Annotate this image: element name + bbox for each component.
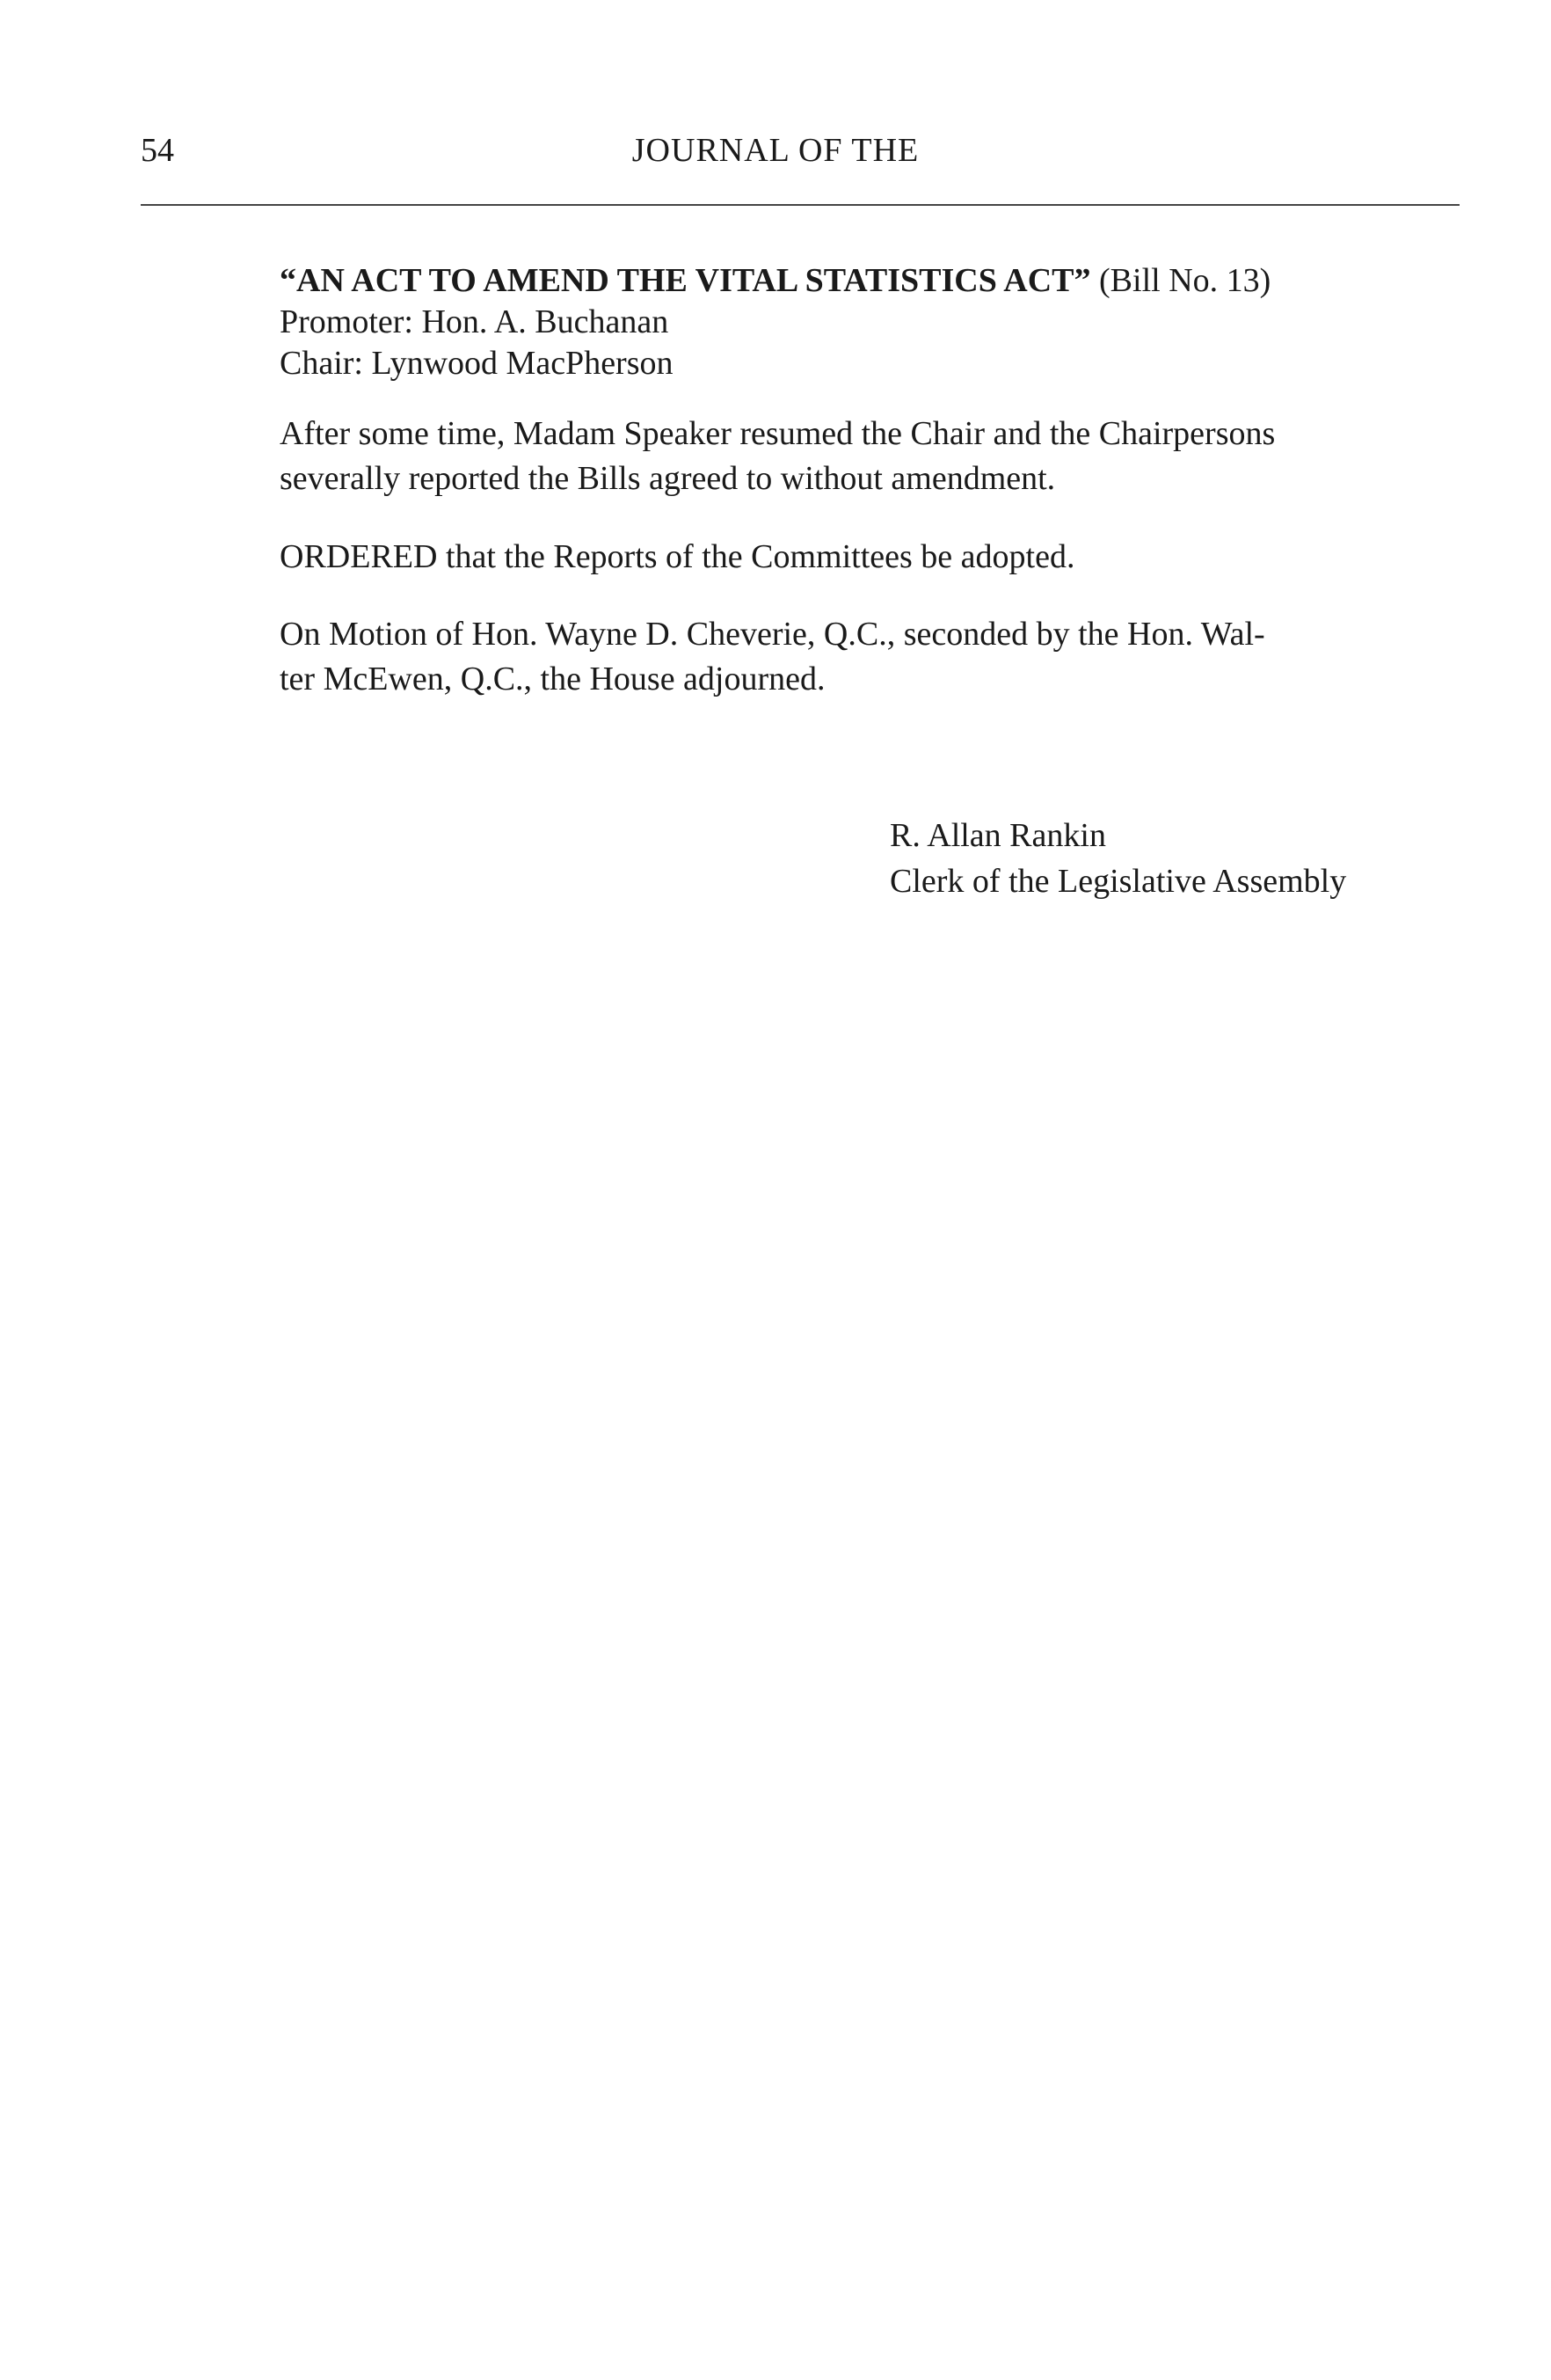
report-line-1: After some time, Madam Speaker resumed the Chair and the Chairpersons xyxy=(280,415,1276,452)
motion-line-1: On Motion of Hon. Wayne D. Cheverie, Q.C., seconded by the Hon. Wal- xyxy=(280,616,1265,653)
bill-heading xyxy=(280,260,1458,302)
report-paragraph xyxy=(280,412,1467,501)
report-line-2: severally reported the Bills agreed to without amendment. xyxy=(280,460,1056,497)
signature-block xyxy=(890,813,1346,904)
signature-name: R. Allan Rankin xyxy=(890,817,1106,854)
bill-chair: Chair: Lynwood MacPherson xyxy=(280,345,674,382)
motion-line-2: ter McEwen, Q.C., the House adjourned. xyxy=(280,661,826,697)
signature-title: Clerk of the Legislative Assembly xyxy=(890,863,1347,900)
running-head: JOURNAL OF THE xyxy=(631,132,920,169)
bill-entry xyxy=(280,260,1458,384)
ordered-paragraph xyxy=(280,535,1467,580)
bill-promoter: Promoter: Hon. A. Buchanan xyxy=(280,303,669,340)
ordered-line: ORDERED that the Reports of the Committees be adopted. xyxy=(280,538,1075,575)
bill-number: (Bill No. 13) xyxy=(1090,262,1271,299)
page-number: 54 xyxy=(141,132,174,169)
bill-title: “AN ACT TO AMEND THE VITAL STATISTICS ACT” xyxy=(280,262,1091,299)
motion-paragraph xyxy=(280,612,1467,702)
header-rule xyxy=(141,204,1460,206)
